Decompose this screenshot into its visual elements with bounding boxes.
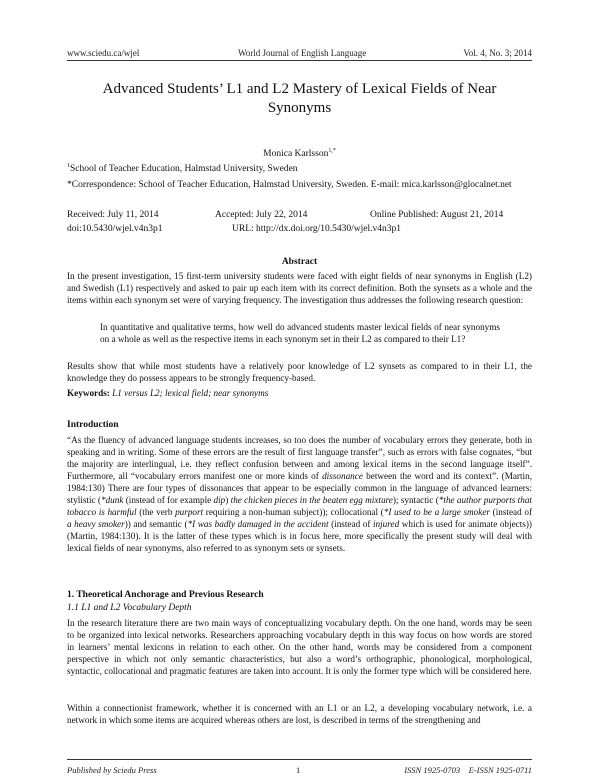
intro-example: *I used to be a large smoker xyxy=(383,507,491,517)
keywords-label: Keywords: xyxy=(67,388,110,398)
correspondence: *Correspondence: School of Teacher Education, Halmstad University, Sweden. E-mail: mica.karlsson@glocalnet.net xyxy=(67,180,512,190)
header-website: www.sciedu.ca/wjel xyxy=(67,48,140,58)
affiliation-text: School of Teacher Education, Halmstad University, Sweden xyxy=(70,164,298,175)
intro-text: requiring a non-human subject)); collocational ( xyxy=(203,507,384,517)
intro-example: *I was badly damaged in the accident xyxy=(187,519,329,529)
research-question: In quantitative and qualitative terms, how well do advanced students master lexical fields of near synonyms on a whole as well as the respective items in each synonym set in their L2 as compared to their L1? xyxy=(100,322,500,344)
header-volume: Vol. 4, No. 3; 2014 xyxy=(463,48,532,58)
abstract-heading: Abstract xyxy=(281,257,318,267)
abstract-paragraph-1: In the present investigation, 15 first-term university students were faced with eight fields of near synonyms in English (L2) and Swedish (L1) respectively and asked to pair up each item with its correct definition. Both the synsets as a whole and the items within each synonym set were of varying frequency. The investigation thus addresses the following research question: xyxy=(67,271,532,305)
intro-example: injured xyxy=(372,519,400,529)
keywords-line xyxy=(67,387,532,399)
section-1-paragraph-2: Within a connectionist framework, whether it is concerned with an L1 or an L2, a developing vocabulary network, i.e. a network in which some items are acquired whereas others are lost, is described in terms of the strengthening and xyxy=(67,703,532,725)
keywords-list: L1 versus L2; lexical field; near synonyms xyxy=(112,388,269,398)
section-1-paragraph-1: In the research literature there are two main ways of conceptualizing vocabulary depth. On the one hand, words may be seen to be organized into lexical networks. Researchers approaching vocabulary depth in this way focus on how words are stored in learners’ mental lexicons in relation to each other. On the other hand, words may be considered from a component perspective in which not only semantic characteristics, but also a word’s orthographic, phonological, morphological, syntactic, collocational and pragmatic features are taken into account. It is only the former type which will be considered here. xyxy=(67,618,532,676)
author-line xyxy=(67,148,532,159)
article-title xyxy=(67,80,532,118)
intro-text: )) and semantic ( xyxy=(124,519,188,529)
title-line-2: Synonyms xyxy=(267,100,332,116)
header-journal-name: World Journal of English Language xyxy=(238,48,367,58)
intro-text: (the verb xyxy=(136,507,176,517)
intro-text: ); syntactic ( xyxy=(392,495,439,505)
intro-text: ) xyxy=(225,495,231,505)
intro-example: dip xyxy=(213,495,226,505)
accepted-date: Accepted: July 22, 2014 xyxy=(215,210,308,220)
page-number: 1 xyxy=(296,765,301,775)
published-date: Online Published: August 21, 2014 xyxy=(370,210,504,220)
affiliation xyxy=(67,163,298,174)
header-rule xyxy=(67,60,532,61)
section-1-heading: 1. Theoretical Anchorage and Previous Research xyxy=(67,590,264,600)
intro-text: which is used for animate objects)) (Martin, 1984:130). It is the latter of these types which is in focus here, more specifically the present study will deal with lexical fields of near synonyms, also referred to as synonym sets or synsets. xyxy=(67,519,532,553)
intro-text: (instead of for example xyxy=(123,495,214,505)
intro-example: the chicken pieces in the beaten egg mixture xyxy=(230,495,393,505)
introduction-paragraph xyxy=(67,434,532,554)
received-date: Received: July 11, 2014 xyxy=(67,210,159,220)
author-name: Monica Karlsson xyxy=(263,149,329,160)
introduction-heading: Introduction xyxy=(67,420,119,430)
footer-rule xyxy=(67,759,532,760)
intro-text: (instead of xyxy=(328,519,373,529)
intro-text: (instead of xyxy=(490,507,533,517)
intro-text: between the word and its context”. (Martin, 1984:130) There are four types of dissonances that appear to be especially common in the language of advanced learners: stylistic ( xyxy=(67,471,532,505)
title-line-1: Advanced Students’ L1 and L2 Mastery of Lexical Fields of Near xyxy=(102,81,497,97)
doi-url-link[interactable]: URL: http://dx.doi.org/10.5430/wjel.v4n3p1 xyxy=(232,224,401,234)
footer-issn: ISSN 1925-0703 E-ISSN 1925-0711 xyxy=(404,765,532,775)
intro-example: a heavy smoker xyxy=(67,519,125,529)
intro-text: “As the fluency of advanced language students increases, so too does the number of vocabulary errors they generate, both in speaking and in writing. Some of these errors are the result of first language transfer”, such as errors with false cognates, “but the majority are interlingual, i.e. they reflect confusion between and among lexical items in the second language itself”. Furthermore, all “vocabulary errors manifest one or more kinds of xyxy=(67,435,532,481)
doi: doi:10.5430/wjel.v4n3p1 xyxy=(67,224,163,234)
author-superscript: 1,* xyxy=(328,148,336,154)
footer-publisher: Published by Sciedu Press xyxy=(67,765,157,775)
intro-example: *the author purports that tobacco is harmful xyxy=(67,495,532,517)
intro-term: dissonance xyxy=(322,471,363,481)
abstract-paragraph-2: Results show that while most students have a relatively poor knowledge of L2 synsets as compared to in their L1, the knowledge they do possess appears to be strongly frequency-based. xyxy=(67,361,532,383)
intro-example: purport xyxy=(175,507,204,517)
intro-example: *dunk xyxy=(100,495,124,505)
affiliation-superscript: 1 xyxy=(67,163,70,169)
subsection-1-1-heading: 1.1 L1 and L2 Vocabulary Depth xyxy=(67,603,192,613)
